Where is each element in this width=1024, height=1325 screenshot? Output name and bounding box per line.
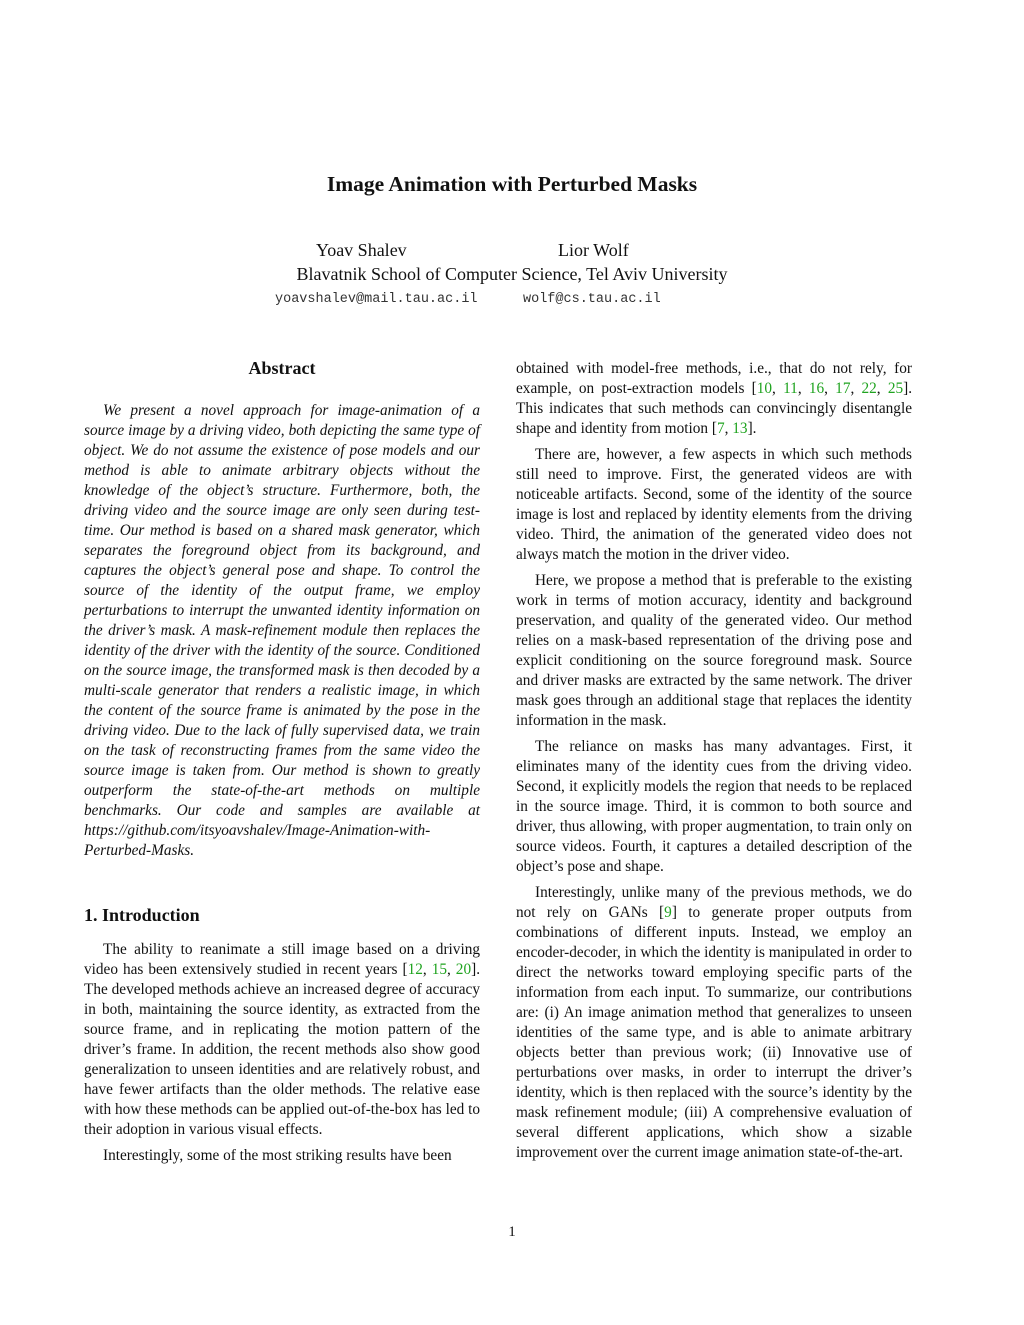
citation-22[interactable]: 22 — [861, 380, 877, 397]
citation-13[interactable]: 13 — [732, 420, 748, 437]
intro-p1-text-b: ]. The developed methods achieve an increased degree of accuracy in both, maintaining the source identity, as extracted from the source frame, and in replicating the motion pattern of the driver’s frame. In addition, the recent methods also show good generalization to unseen identities and are relatively robust, and have fewer artifacts than the older methods. The relative ease with how these methods can be applied out-of-the-box has led to their adoption in various visual effects. — [84, 961, 481, 1138]
abstract-text: We present a novel approach for image-animation of a source image by a driving video, both depicting the same type of object. We do not assume the existence of pose models and our method is able to animate arbitrary objects without the knowledge of the object’s structure. Furthermore, both, the driving video and the source image are only seen during test-time. Our method is based on a shared mask generator, which separates the foreground object from its background, and captures the object’s general pose and shape. To control the source of the identity of the output frame, we employ perturbations to interrupt the unwanted identity information on the driver’s mask. A mask-refinement module then replaces the identity of the driver with the identity of the source. Conditioned on the source image, the transformed mask is then decoded by a multi-scale generator that renders a realistic image, in which the content of the source frame is animated by the pose in the driving video. Due to the lack of fully supervised data, we train on the task of reconstructing frames from the same video the source image is taken from. Our method is shown to greatly outperform the state-of-the-art methods on multiple benchmarks. Our code and samples are available at https://github.com/itsyoavshalev/Image-Animation-with-Perturbed-Masks. — [84, 402, 480, 859]
intro-paragraph-4: Here, we propose a method that is preferable to the existing work in terms of motion accuracy, identity and background preservation, and quality of the generated video. Our method relies on a mask-based representation of the driving pose and explicit conditioning on the source foreground mask. Source and driver masks are extracted by the same network. The driver mask goes through an additional stage that replaces the identity information in the mask. — [516, 572, 912, 729]
author-name-2: Lior Wolf — [558, 240, 629, 260]
citation-sep: , — [422, 961, 432, 978]
citation-25[interactable]: 25 — [887, 380, 904, 397]
citation-11[interactable]: 11 — [783, 380, 798, 397]
intro-paragraph-6 — [516, 883, 912, 1163]
citation-7[interactable]: 7 — [716, 420, 725, 437]
citation-16[interactable]: 16 — [808, 380, 825, 397]
intro-p2-text-end: ]. — [747, 420, 757, 437]
intro-paragraph-5: The reliance on masks has many advantages. First, it eliminates many of the identity cues from the driving video. Second, it explicitly models the region that needs to be replaced in the source image. Third, it is common to both source and driver, thus allowing, with proper augmentation, to train only on source videos. Fourth, it captures a detailed description of the object’s pose and shape. — [516, 738, 912, 875]
citation-17[interactable]: 17 — [835, 380, 851, 397]
left-column — [84, 356, 480, 1172]
citation-sep: , — [446, 961, 456, 978]
abstract-heading: Abstract — [248, 358, 316, 378]
intro-paragraph-1 — [84, 940, 480, 1140]
citation-15[interactable]: 15 — [431, 961, 447, 978]
intro-paragraph-3: There are, however, a few aspects in which such methods still need to improve. First, the generated videos are with noticeable artifacts. Second, some of the identity of the source image is lost and replaced by identity elements from the driving video. Third, the animation of the generated video does not always match the motion in the driver video. — [516, 446, 912, 563]
citation-12[interactable]: 12 — [407, 961, 423, 978]
intro-p2-text-a: obtained with model-free methods, i.e., that do not rely, for example, on post-extraction models [ — [516, 360, 912, 397]
intro-p6-text-a: Interestingly, unlike many of the previous methods, we do not rely on GANs [ — [516, 884, 912, 921]
author-email-1: yoavshalev@mail.tau.ac.il — [275, 292, 478, 307]
citation-10[interactable]: 10 — [756, 380, 773, 397]
paper-title: Image Animation with Perturbed Masks — [326, 172, 698, 196]
page-number: 1 — [508, 1224, 516, 1240]
introduction-heading: 1. Introduction — [84, 905, 200, 925]
intro-paragraph-2-continued: obtained with model-free methods, i.e., that do not rely, for example, on post-extraction models [10, 11, 16, 17, 22, 25]. This indicates that such methods can convincingly disentangle shape and identity from motion [7, 13]. — [516, 360, 913, 437]
intro-p1-text-a: The ability to reanimate a still image based on a driving video has been extensively studied in recent years [ — [84, 941, 480, 978]
right-column — [516, 359, 912, 1169]
citation-20[interactable]: 20 — [455, 961, 472, 978]
author-email-2: wolf@cs.tau.ac.il — [523, 292, 661, 307]
intro-p2-text-b: ]. This indicates that such methods can convincingly disentangle shape and identity from motion [ — [516, 380, 913, 437]
affiliation: Blavatnik School of Computer Science, Tel Aviv University — [296, 264, 728, 284]
citation-9[interactable]: 9 — [664, 904, 672, 921]
intro-p6-text-b: ] to generate proper outputs from combinations of different inputs. Instead, we employ an encoder-decoder, in which the identity is manipulated in order to direct the networks toward employing specific parts of the information from each input. To summarize, our contributions are: (i) An image animation method that generalizes to unseen identities of the same type, and is able to animate arbitrary objects better than previous work; (ii) Innovative use of perturbations over masks, in order to interrupt the driver’s identity, which is then replaced with the source’s identity by the mask refinement module; (iii) A comprehensive evaluation of several different applications, which show a sizable improvement over the current image animation state-of-the-art. — [516, 904, 912, 1161]
author-name-1: Yoav Shalev — [316, 240, 407, 260]
intro-paragraph-2-start: Interestingly, some of the most striking results have been — [103, 1147, 452, 1164]
